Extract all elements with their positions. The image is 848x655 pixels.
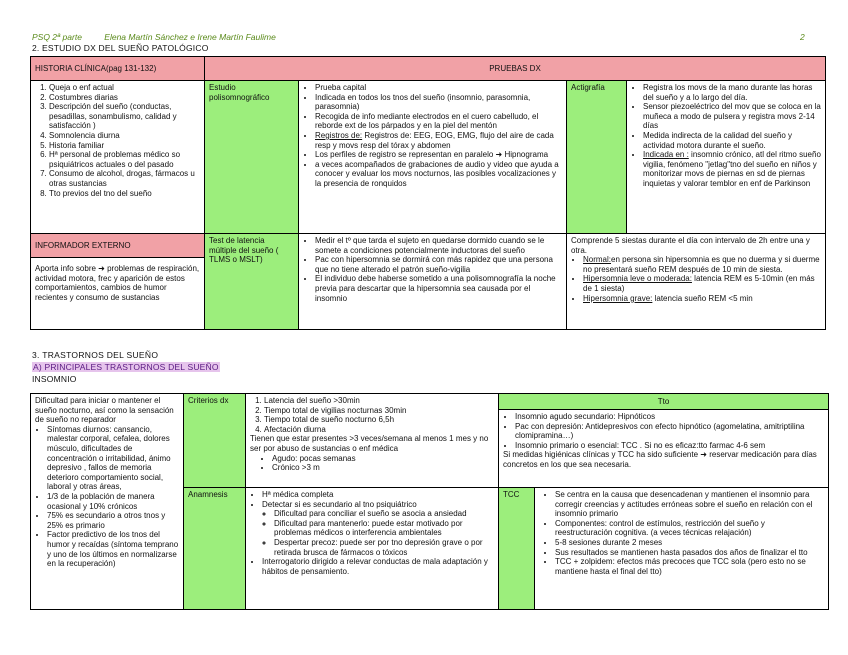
authors-label: Elena Martín Sánchez e Irene Martín Faulime: [104, 32, 276, 42]
section-3-title: 3. TRASTORNOS DEL SUEÑO: [32, 350, 159, 360]
list-item: • Hª médica completa: [262, 490, 494, 500]
list-item: 2. Costumbres diarias: [49, 93, 200, 103]
list-item: [583, 255, 821, 274]
list-item: • Recogida de info mediante electrodos en el cuero cabelludo, el reborde ext de los párpados y en la piel del mentón: [315, 112, 562, 131]
list-item: • TCC + zolpidem: efectos más precoces que TCC sola (pero esto no se mantiene hasta el final del tto): [555, 557, 824, 576]
actigrafia-label: Actigrafía: [567, 81, 627, 234]
list-item: 7. Consumo de alcohol, drogas, fármacos u otras sustancias: [49, 169, 200, 188]
list-item: [583, 294, 821, 304]
insomnio-title: INSOMNIO: [32, 374, 77, 384]
list-item: • Componentes: control de estímulos, restricción del sueño y reestructuración cognitiva. (a veces técnicas relajación): [555, 519, 824, 538]
list-item: • El individuo debe haberse sometido a una polisomnografía la noche previa para descartar que la hipersomnia sea causada por el insomnio: [315, 274, 562, 303]
list-item: 8. Tto previos del tno del sueño: [49, 189, 200, 199]
informador-externo-header: INFORMADOR EXTERNO: [31, 234, 205, 258]
page-number: 2: [800, 32, 805, 42]
insomnio-table: [30, 393, 829, 610]
list-item: 1. Queja o enf actual: [49, 83, 200, 93]
leve-label: Hipersomnia leve o moderada:: [583, 274, 692, 284]
list-item: • 1/3 de la población de manera ocasional y 10% crónicos: [47, 492, 179, 511]
list-item: • Prueba capital: [315, 83, 562, 93]
grave-label: Hipersomnia grave:: [583, 293, 653, 303]
list-item: ◦ Dificultad para conciliar el sueño se asocia a ansiedad: [274, 509, 494, 519]
list-item: • Síntomas diurnos: cansancio, malestar corporal, cefalea, dolores músculo, dificultades de concentración o irritabilidad, ánimo depresivo , fallos de memoria deterioro comportamiento social, laboral y otras áreas,: [47, 425, 179, 492]
list-item: • Factor predictivo de los tnos del humor y recaídas (síntoma temprano y uno de los últimos en normalizarse en la recuperación): [47, 530, 179, 568]
list-item: ◦ Dificultad para mantenerlo: puede estar motivado por problemas médicos o interferencia ambientales: [274, 519, 494, 538]
normal-label: Normal:: [583, 255, 612, 265]
anamnesis-secundario: Detectar si es secundario al tno psiquiátrico: [262, 499, 417, 509]
indicada-label: Indicada en :: [643, 150, 689, 160]
anamnesis-cell: [246, 488, 499, 610]
pruebas-dx-header: PRUEBAS DX: [205, 57, 826, 81]
indicada-text: insomnio crónico, atl del ritmo sueño vigilia, fenómeno "jetlag"tno del sueño en niños y monitorizar movs de piernas en sd de piernas inquietas y valorar temblor en enf de Parkinson: [643, 150, 821, 188]
historia-clinica-header: HISTORIA CLÍNICA(pag 131-132): [31, 57, 205, 81]
tto-cell: [499, 410, 829, 488]
list-item: 4. Somnolencia diurna: [49, 131, 200, 141]
list-item: • Medir el tº que tarda el sujeto en quedarse dormido cuando se le somete a condiciones potencialmente inductoras del sueño: [315, 236, 562, 255]
list-item: • 5-8 sesiones durante 2 meses: [555, 538, 824, 548]
dx-study-table: [30, 56, 826, 330]
section-a-title: A) PRINCIPALES TRASTORNOS DEL SUEÑO: [33, 362, 219, 372]
tlms-label: Test de latencia múltiple del sueño ( TLMS o MSLT): [205, 234, 299, 330]
siestas-intro: Comprende 5 siestas durante el día con intervalo de 2h entre una y otra.: [571, 236, 810, 255]
insomnio-definition-cell: [31, 394, 184, 610]
list-item: • a veces acompañados de grabaciones de audio y video que ayuda a conocer y evaluar los movs nocturnos, las posibles vocalizaciones y la presencia de ronquidos: [315, 160, 562, 189]
list-item: [315, 131, 562, 150]
polisomnografico-label: Estudio polisomnográfico: [205, 81, 299, 234]
tto-text: Si medidas higiénicas clínicas y TCC ha sido suficiente ➜ reservar medicación para días concretos en los que sea necesaria.: [503, 450, 817, 469]
siestas-cell: [567, 234, 826, 330]
list-item: • Sensor piezoeléctrico del mov que se coloca en la muñeca a modo de pulsera y registra movs 2-14 días: [643, 102, 821, 131]
list-item: • Los perfiles de registro se representan en paralelo ➜ Hipnograma: [315, 150, 562, 160]
list-item: 5. Historia familiar: [49, 141, 200, 151]
historia-list: [35, 83, 200, 198]
anamnesis-label: Anamnesis: [184, 488, 246, 610]
page-header: [32, 32, 276, 42]
list-item: • Crónico >3 m: [272, 463, 494, 473]
tlms-cell: [299, 234, 567, 330]
list-item: 6. Hª personal de problemas médico so psiquiátricos actuales o del pasado: [49, 150, 200, 169]
list-item: 4. Afectación diurna: [264, 425, 494, 435]
list-item: • Pac con hipersomnia se dormirá con más rapidez que una persona que no tiene alterado el patrón sueño-vigilia: [315, 255, 562, 274]
list-item: • Insomnio primario o esencial: TCC . Si no es eficaz:tto farmac 4-6 sem: [515, 441, 824, 451]
section-2-title: 2. ESTUDIO DX DEL SUEÑO PATOLÓGICO: [32, 43, 209, 53]
informador-cell: Aporta info sobre ➜ problemas de respiración, actividad motora, frec y aparición de estos comportamientos, cambios de humor recientes y consumo de sustancias: [31, 258, 205, 330]
course-label: PSQ 2ª parte: [32, 32, 82, 42]
registros-text: Registros de: EEG, EOG, EMG, flujo del aire de cada resp y movs resp del tórax y abdomen: [315, 130, 554, 150]
normal-text: en persona sin hipersomnia es que no duerma y si duerme no presentará sueño REM después de 10 min de siesta.: [583, 255, 820, 274]
list-item: • Registra los movs de la mano durante las horas del sueño y a lo largo del día.: [643, 83, 821, 102]
list-item: 3. Tiempo total de sueño nocturno 6,5h: [264, 415, 494, 425]
grave-text: latencia sueño REM <5 min: [652, 293, 753, 303]
list-item: • 75% es secundario a otros tnos y 25% es primario: [47, 511, 179, 530]
registros-label: Registros de:: [315, 130, 363, 140]
tcc-label: TCC: [499, 488, 535, 610]
list-item: [643, 150, 821, 188]
leve-text: latencia REM es 5-10min (en más de 1 siesta): [583, 274, 815, 293]
list-item: • Pac con depresión: Antidepresivos con efecto hipnótico (agomelatina, amitriptilina clomipramina…): [515, 422, 824, 441]
list-item: • Insomnio agudo secundario: Hipnóticos: [515, 412, 824, 422]
list-item: ◦ Despertar precoz: puede ser por tno depresión grave o por retirada brusca de fármacos o tóxicos: [274, 538, 494, 557]
list-item: • Agudo: pocas semanas: [272, 454, 494, 464]
list-item: • Se centra en la causa que desencadenan y mantienen el insomnio para corregir creencias y actitudes erróneas sobre el sueño en relación con el insomnio primario: [555, 490, 824, 519]
list-item: [262, 500, 494, 558]
criterios-text: Tienen que estar presentes >3 veces/semana al menos 1 mes y no ser por abuso de sustancias o enf médica: [250, 434, 489, 453]
tto-header: Tto: [499, 394, 829, 410]
insomnio-definition: Dificultad para iniciar o mantener el sueño nocturno, así como la sensación de sueño no reparador: [35, 396, 174, 425]
polisomnografico-cell: [299, 81, 567, 234]
list-item: 1. Latencia del sueño >30min: [264, 396, 494, 406]
list-item: • Indicada en todos los tnos del sueño (insomnio, parasomnia, parasomnia): [315, 93, 562, 112]
list-item: • Sus resultados se mantienen hasta pasados dos años de finalizar el tto: [555, 548, 824, 558]
tcc-cell: [535, 488, 829, 610]
list-item: • Interrogatorio dirigido a relevar conductas de mala adaptación y hábitos de pensamiento.: [262, 557, 494, 576]
list-item: • Medida indirecta de la calidad del sueño y actividad motora durante el sueño.: [643, 131, 821, 150]
actigrafia-cell: [627, 81, 826, 234]
list-item: [583, 274, 821, 293]
list-item: 2. Tiempo total de vigilias nocturnas 30min: [264, 406, 494, 416]
list-item: 3. Descripción del sueño (conductas, pesadillas, sonambulismo, calidad y satisfacción ): [49, 102, 200, 131]
criterios-label: Criterios dx: [184, 394, 246, 488]
historia-clinica-cell: [31, 81, 205, 234]
criterios-cell: [246, 394, 499, 488]
